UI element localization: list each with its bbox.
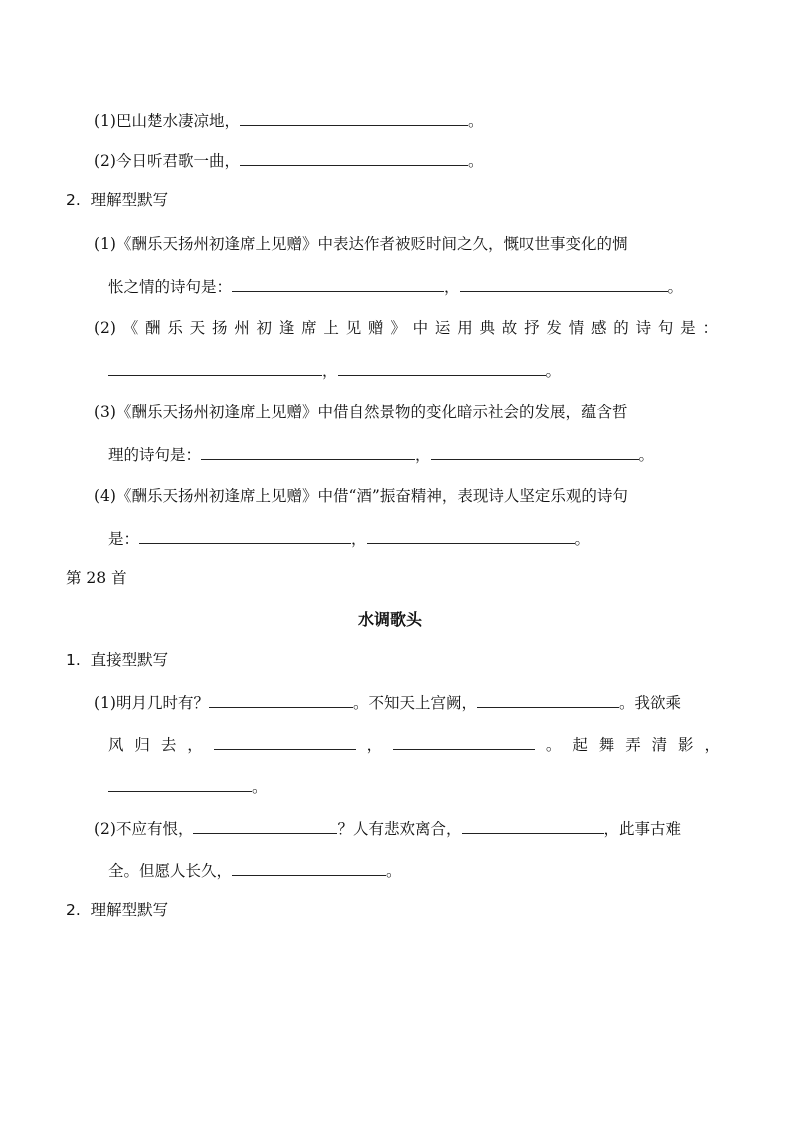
direct-q1-line2 [108,734,720,755]
answer-blank[interactable] [232,860,386,876]
spread-char: ， [187,736,203,754]
section-heading-understanding-2: 2. 理解型默写 [66,901,169,919]
spread-char: 舞 [598,736,615,754]
answer-blank[interactable] [338,360,546,376]
answer-blank[interactable] [193,818,337,834]
understanding-q4: (4)《酬乐天扬州初逢席上见赠》中借“酒”振奋精神，表现诗人坚定乐观的诗句 [94,487,628,505]
spread-char: 运 [434,319,451,337]
spread-char: 弄 [625,736,641,754]
spread-char: 》 [390,319,406,337]
answer-blank[interactable] [214,734,356,750]
understanding-q4-line2: 是： ， 。 [108,530,591,548]
section-heading-understanding: 2. 理解型默写 [66,191,169,209]
spread-char: 是 [680,319,696,337]
understanding-q1-line2: 怅之情的诗句是： ， 。 [108,278,684,296]
answer-blank[interactable] [393,734,535,750]
answer-blank[interactable] [240,150,468,166]
understanding-q2: (2) 《 酬 乐 天 扬 州 初 逢 席 上 见 赠 》 中 运 用 典 故 抒 发 情 感 的 诗 句 是 ： [94,319,718,337]
answer-blank[interactable] [108,776,252,792]
answer-blank[interactable] [232,276,444,292]
poem-title: 水调歌头 [358,610,423,629]
spread-char: 去 [160,736,177,754]
spread-char: 乐 [167,319,183,337]
poem-label: 第 28 首 [66,569,127,587]
spread-char: 的 [613,319,629,337]
spread-char: 情 [568,319,585,337]
understanding-q3-line2: 理的诗句是： ， 。 [108,446,655,464]
spread-char: 赠 [368,319,384,337]
direct-q1-line3: 。 [108,776,268,797]
spread-char: 见 [345,319,362,337]
spread-char: ， [366,736,383,754]
spread-char: 用 [457,319,473,337]
answer-blank[interactable] [462,818,604,834]
spread-char: 抒 [524,319,540,337]
spread-char: 上 [323,319,339,337]
question-prev-1: (1)巴山楚水凄凉地， 。 [94,112,484,130]
direct-q1: (1)明月几时有？ 。不知天上宫阙， 。我欲乘 [94,694,682,712]
spread-char: 风 [108,736,124,754]
answer-blank[interactable] [240,110,468,126]
answer-blank[interactable] [367,528,575,544]
spread-char: 清 [651,736,668,754]
spread-char: 酬 [145,319,161,337]
spread-char: 发 [546,319,562,337]
spread-char: 扬 [211,319,228,337]
spread-char: 中 [412,319,429,337]
understanding-q3: (3)《酬乐天扬州初逢席上见赠》中借自然景物的变化暗示社会的发展，蕴含哲 [94,403,628,421]
spread-char: 《 [122,319,139,337]
spread-char: 天 [189,319,206,337]
answer-blank[interactable] [139,528,351,544]
spread-char: ， [704,736,720,754]
answer-blank[interactable] [201,444,415,460]
spread-char: 初 [256,319,273,337]
direct-q2: (2)不应有恨， ？人有悲欢离合， ，此事古难 [94,820,682,838]
answer-blank[interactable] [460,276,668,292]
answer-blank[interactable] [209,692,353,708]
answer-blank[interactable] [477,692,619,708]
spread-char: 诗 [635,319,652,337]
spread-char: 典 [479,319,496,337]
spread-char: 席 [301,319,317,337]
answer-blank[interactable] [431,444,639,460]
spread-char: 归 [134,736,150,754]
direct-q2-line2: 全。但愿人长久， 。 [108,862,402,880]
understanding-q2-line2: ， 。 [108,360,561,381]
answer-blank[interactable] [108,360,322,376]
spread-char: 影 [678,736,694,754]
spread-char: 。 [545,736,562,754]
spread-char: 逢 [278,319,295,337]
spread-char: 故 [501,319,518,337]
understanding-q1: (1)《酬乐天扬州初逢席上见赠》中表达作者被贬时间之久，慨叹世事变化的惆 [94,235,628,253]
question-prev-2: (2)今日听君歌一曲， 。 [94,152,484,170]
section-heading-direct: 1. 直接型默写 [66,651,169,669]
spread-char: 州 [234,319,250,337]
spread-char: 起 [572,736,588,754]
spread-char: 感 [590,319,607,337]
spread-char: ： [702,319,718,337]
spread-char: 句 [657,319,674,337]
